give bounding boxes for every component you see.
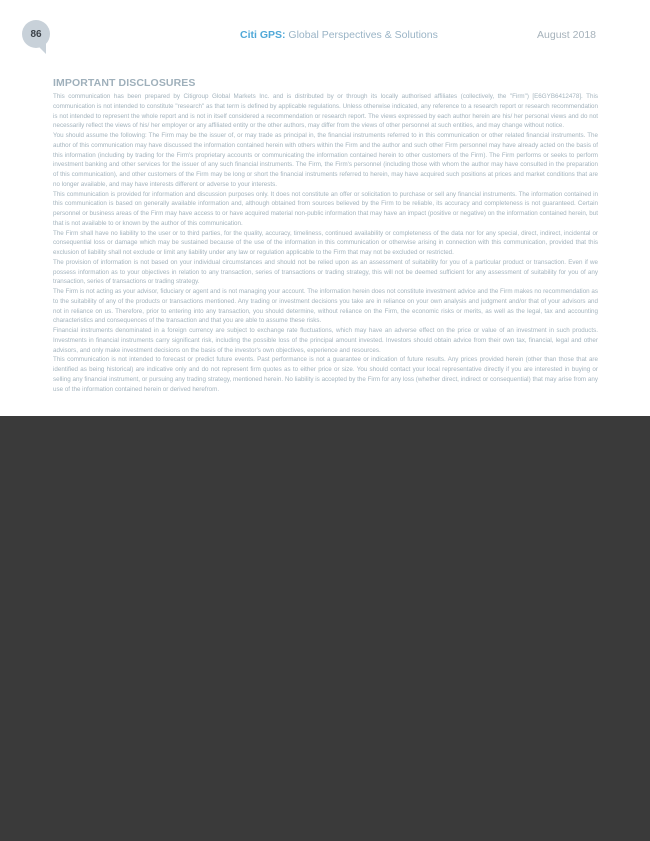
running-header [240, 29, 438, 41]
disclosure-paragraph: This communication is provided for information and discussion purposes only. It does not constitute an offer or solicitation to purchase or sell any financial instruments. The information contained in this communication is based on generally available information and, although obtained from sources believed by the Firm to be reliable, its accuracy and completeness is not guaranteed. Certain personnel or business areas of the Firm may have access to or have acquired material non-public information that may have an impact (positive or negative) on the information contained herein, but that is not available to or known by the author of this communication. [53, 190, 598, 227]
disclosure-paragraph: You should assume the following: The Firm may be the issuer of, or may trade as principal in, the financial instruments referred to in this communication or other related financial instruments. The author of this communication may have discussed the information contained herein with others within the Firm and the author and such other Firm personnel may have already acted on the basis of this information (including by trading for the Firm's proprietary accounts or communicating the information contained herein to other customers of the Firm). The Firm performs or seeks to perform investment banking and other services for the issuer of any such financial instruments. The Firm, the Firm's personnel (including those with whom the author may have consulted in the preparation of this communication), and other customers of the Firm may be long or short the financial instruments referred to herein, may have acquired such positions at prices and market conditions that are no longer available, and may have interests different or adverse to your interests. [53, 132, 598, 188]
header-brand: Citi GPS: [240, 29, 286, 41]
disclosure-paragraph: The Firm is not acting as your advisor, fiduciary or agent and is not managing your account. The information herein does not constitute investment advice and the Firm makes no recommendation as to the suitability of any of the products or transactions mentioned. Any trading or investment decisions you take are in reliance on your own analysis and judgment and/or that of your advisors and not in reliance on us. Therefore, prior to entering into any transaction, you should determine, without reliance on the Firm, the economic risks or merits, as well as the legal, tax and accounting characteristics and consequences of the transaction and that you are able to assume these risks. [53, 288, 598, 325]
disclosure-paragraph: The provision of information is not based on your individual circumstances and should not be relied upon as an assessment of suitability for you of a particular product or transaction. Even if we possess information as to your objectives in relation to any transaction, series of transactions or trading strategy, this will not be deemed sufficient for any assessment of suitability for you of any transaction, series of transactions or trading strategy. [53, 258, 598, 286]
disclosure-body [53, 92, 598, 394]
disclosure-paragraph: Financial instruments denominated in a foreign currency are subject to exchange rate fluctuations, which may have an adverse effect on the price or value of an investment in such products. Investments in financial instruments carry significant risk, including the possible loss of the principal amount invested. Investors should obtain advice from their own tax, financial, legal and other advisors, and only make investment decisions on the basis of the investor's own objectives, experience and resources. [53, 327, 598, 354]
page-badge-pointer-icon [36, 44, 46, 54]
disclosure-paragraph: The Firm shall have no liability to the user or to third parties, for the quality, accuracy, timeliness, continued availability or completeness of the data nor for any special, direct, indirect, incidental or consequential loss or damage which may be sustained because of the use of the information in this communication or otherwise arising in connection with this communication, provided that this exclusion of liability shall not exclude or limit any liability under any law or regulation applicable to the Firm that may not be excluded or restricted. [53, 229, 598, 256]
header-title-text: Global Perspectives & Solutions [285, 29, 438, 41]
section-title: IMPORTANT DISCLOSURES [53, 77, 196, 89]
header-date: August 2018 [537, 29, 596, 41]
document-page [0, 0, 650, 416]
disclosure-paragraph: This communication is not intended to forecast or predict future events. Past performance is not a guarantee or indication of future results. Any prices provided herein (other than those that are identified as being historical) are indicative only and do not represent firm quotes as to either price or size. You should contact your local representative directly if you are interested in buying or selling any financial instrument, or pursuing any trading strategy, mentioned herein. No liability is accepted by the Firm for any loss (whether direct, indirect or consequential) that may arise from any use of the information contained herein or derived herefrom. [53, 356, 598, 393]
disclosure-paragraph: This communication has been prepared by Citigroup Global Markets Inc. and is distributed by or through its locally authorised affiliates (collectively, the "Firm") [E6GYB6412478]. This communication is not intended to constitute "research" as that term is defined by applicable regulations. Unless otherwise indicated, any reference to a research report or research recommendation is not intended to represent the whole report and is not in itself considered a recommendation or research report. The views expressed by each author herein are his/ her personal views and do not necessarily reflect the views of his/ her employer or any affiliated entity or the other authors, may differ from the views of other personnel at such entities, and may change without notice. [53, 93, 598, 130]
viewer-background [0, 416, 650, 841]
page-number: 86 [30, 28, 42, 40]
